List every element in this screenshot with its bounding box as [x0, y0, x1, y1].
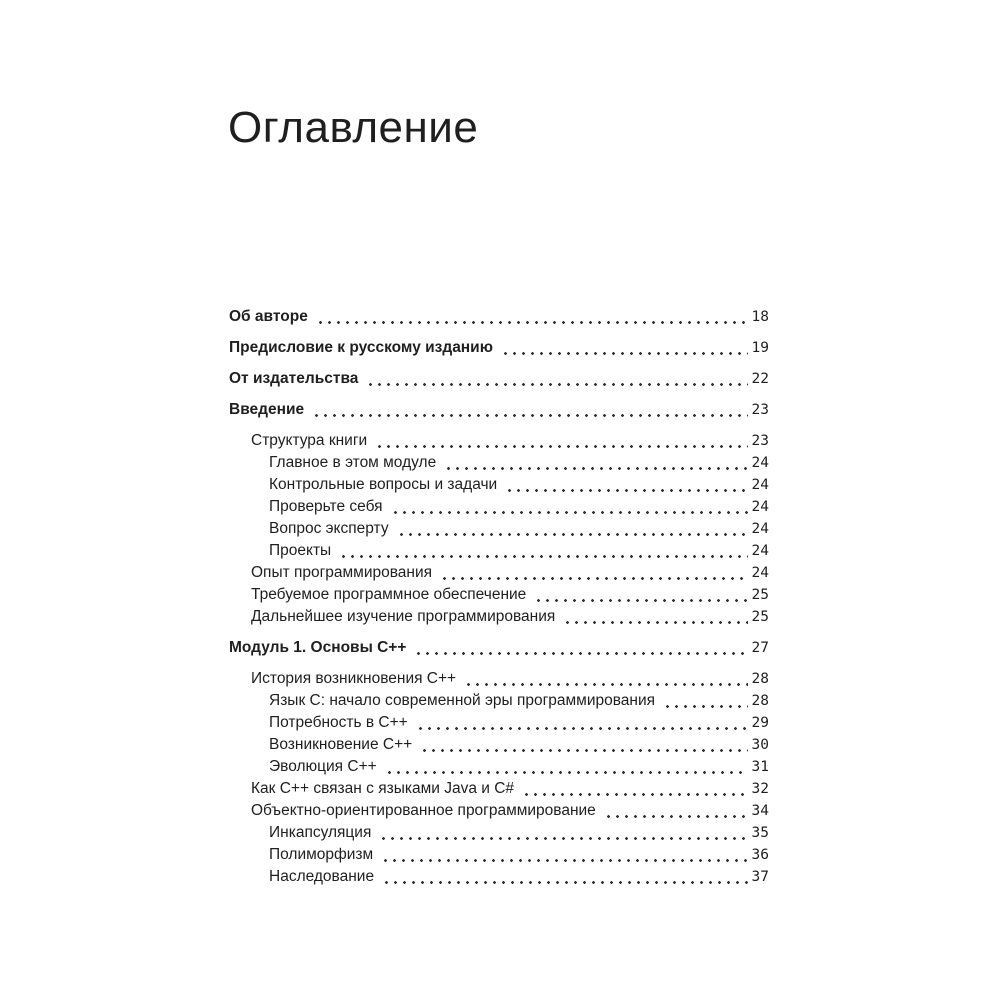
toc-entry	[229, 800, 769, 822]
toc-entry-label: Контрольные вопросы и задачи	[269, 476, 498, 493]
toc-entry-page: 18	[751, 309, 769, 325]
toc-entry	[229, 518, 769, 540]
toc-entry-label: Вопрос эксперту	[269, 520, 389, 537]
toc-entry-page: 30	[751, 737, 769, 753]
toc-entry-page: 31	[751, 759, 769, 775]
dot-leader	[602, 800, 748, 822]
dot-leader	[499, 337, 748, 359]
toc-entry-label: От издательства	[229, 370, 359, 387]
toc-entry-label: Наследование	[269, 868, 375, 885]
toc-entry-page: 35	[751, 825, 769, 841]
toc-entry-label: Опыт программирования	[251, 564, 433, 581]
toc-entry-label: Предисловие к русскому изданию	[229, 339, 493, 356]
toc-entry	[229, 496, 769, 518]
dot-leader	[532, 584, 747, 606]
toc-entry	[229, 778, 769, 800]
dot-leader	[442, 452, 747, 474]
dot-leader	[314, 306, 748, 328]
dot-leader	[520, 778, 748, 800]
toc-entry-label: Главное в этом модуле	[269, 454, 437, 471]
toc-entry	[229, 430, 769, 452]
toc-entry	[229, 844, 769, 866]
toc-entry	[229, 668, 769, 690]
page-title: Оглавление	[228, 103, 479, 152]
toc-entry-page: 24	[751, 499, 769, 515]
toc-entry-page: 28	[751, 671, 769, 687]
toc-entry-page: 24	[751, 543, 769, 559]
dot-leader	[389, 496, 748, 518]
toc-entry-label: Язык C: начало современной эры программирования	[269, 692, 656, 709]
toc-entry-label: Структура книги	[251, 432, 368, 449]
toc-entry	[229, 756, 769, 778]
dot-leader	[379, 844, 747, 866]
toc-entry-label: Введение	[229, 401, 305, 418]
toc-entry-label: Дальнейшее изучение программирования	[251, 608, 556, 625]
dot-leader	[380, 866, 747, 888]
toc-entry-label: Инкапсуляция	[269, 824, 372, 841]
toc-entry	[229, 584, 769, 606]
toc-entry	[229, 690, 769, 712]
toc-entry-page: 22	[751, 371, 769, 387]
toc-entry-page: 36	[751, 847, 769, 863]
dot-leader	[364, 368, 747, 390]
toc-entry	[229, 337, 769, 359]
toc-entry-label: Как C++ связан с языками Java и C#	[251, 780, 515, 797]
toc-entry-page: 23	[751, 433, 769, 449]
toc-entry-page: 25	[751, 609, 769, 625]
dot-leader	[462, 668, 747, 690]
dot-leader	[438, 562, 748, 584]
dot-leader	[503, 474, 747, 496]
dot-leader	[412, 637, 747, 659]
dot-leader	[395, 518, 748, 540]
toc-entry	[229, 734, 769, 756]
toc-entry-page: 25	[751, 587, 769, 603]
toc-entry-page: 24	[751, 521, 769, 537]
toc-entry	[229, 452, 769, 474]
dot-leader	[418, 734, 747, 756]
toc-entry-page: 28	[751, 693, 769, 709]
toc-entry-page: 23	[751, 402, 769, 418]
toc-entry	[229, 306, 769, 328]
toc-entry-page: 24	[751, 477, 769, 493]
toc-entry-label: Модуль 1. Основы C++	[229, 639, 407, 656]
dot-leader	[377, 822, 747, 844]
toc-entry-page: 24	[751, 565, 769, 581]
dot-leader	[337, 540, 747, 562]
toc-entry-label: Объектно-ориентированное программирование	[251, 802, 596, 819]
dot-leader	[661, 690, 748, 712]
toc-entry-label: Об авторе	[229, 308, 308, 325]
toc-entry	[229, 368, 769, 390]
toc-entry-page: 24	[751, 455, 769, 471]
toc-entry-page: 27	[751, 640, 769, 656]
toc-entry-page: 19	[751, 340, 769, 356]
toc-entry	[229, 474, 769, 496]
toc-entry	[229, 866, 769, 888]
dot-leader	[383, 756, 748, 778]
toc-entry-page: 34	[751, 803, 769, 819]
toc-entry-label: Требуемое программное обеспечение	[251, 586, 527, 603]
toc-entry-label: История возникновения C++	[251, 670, 457, 687]
toc-entry	[229, 399, 769, 421]
toc-entry	[229, 822, 769, 844]
toc-entry-page: 29	[751, 715, 769, 731]
toc-entry-label: Проекты	[269, 542, 332, 559]
toc-entry-page: 32	[751, 781, 769, 797]
toc-entry-page: 37	[751, 869, 769, 885]
dot-leader	[414, 712, 748, 734]
toc-entry	[229, 712, 769, 734]
toc-entry-label: Проверьте себя	[269, 498, 383, 515]
toc-entry-label: Возникновение C++	[269, 736, 413, 753]
toc-entry-label: Эволюция C++	[269, 758, 377, 775]
dot-leader	[561, 606, 747, 628]
toc-entry-label: Полиморфизм	[269, 846, 374, 863]
toc-entry	[229, 540, 769, 562]
dot-leader	[373, 430, 747, 452]
toc-entry	[229, 606, 769, 628]
toc-entry	[229, 637, 769, 659]
toc-entry	[229, 562, 769, 584]
table-of-contents	[229, 297, 769, 888]
toc-entry-label: Потребность в C++	[269, 714, 408, 731]
dot-leader	[310, 399, 747, 421]
